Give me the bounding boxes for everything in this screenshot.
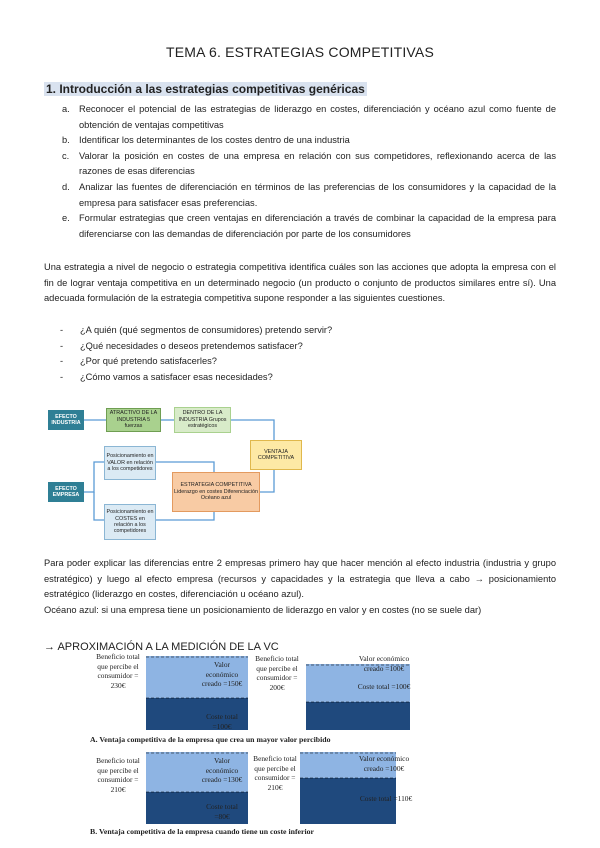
section-heading-intro: 1. Introducción a las estrategias competitivas genéricas bbox=[46, 82, 365, 96]
list-dash: - bbox=[60, 325, 64, 335]
list-item bbox=[44, 354, 556, 370]
fig-b-valor-right: Valor económico creado =100€ bbox=[358, 754, 410, 773]
paragraph-efectos: Para poder explicar las diferencias entre 2 empresas primero hay que hacer mención al efecto industria (industria y grupo estratégico) y luego al efecto empresa (recursos y capacidades y la estrategia que lleva a cabo → posicionamiento estratégico (liderazgo en costes, diferenciación u océano azul). bbox=[44, 558, 556, 600]
list-letter: c. bbox=[62, 150, 70, 161]
list-text: ¿A quién (qué segmentos de consumidores) pretendo servir? bbox=[80, 325, 333, 335]
list-letter: a. bbox=[62, 104, 70, 114]
fig-a-left-label: Beneficio total que percibe el consumidor = 230€ bbox=[96, 652, 140, 690]
list-dash: - bbox=[60, 371, 64, 382]
box-posicionamiento-valor: Posicionamiento en VALOR en relación a los competidores bbox=[104, 446, 156, 480]
fig-b-valor-left: Valor económico creado =130€ bbox=[201, 756, 243, 785]
fig-a-coste-left: Coste total =100€ bbox=[206, 712, 238, 731]
list-text: ¿Cómo vamos a satisfacer esas necesidades? bbox=[80, 371, 273, 382]
list-item bbox=[44, 339, 556, 355]
questions-list bbox=[44, 323, 556, 385]
list-dash: - bbox=[60, 356, 64, 367]
list-item bbox=[44, 370, 556, 386]
box-atractivo-industria: ATRACTIVO DE LA INDUSTRIA 5 fuerzas bbox=[106, 408, 161, 432]
page-title: TEMA 6. ESTRATEGIAS COMPETITIVAS bbox=[165, 44, 435, 60]
fig-a-mid-label: Beneficio total que percibe el consumidor = 200€ bbox=[255, 654, 299, 692]
list-text: Identificar los determinantes de los costes dentro de una industria bbox=[79, 135, 350, 146]
list-item bbox=[44, 102, 556, 133]
list-text: Analizar las fuentes de diferenciación en términos de las preferencias de los consumidores y la capacidad de la empresa para satisfacer esas preferencias. bbox=[79, 181, 556, 208]
list-letter: b. bbox=[62, 135, 70, 146]
list-text: Valorar la posición en costes de una empresa en relación con sus competidores, reflexionando acerca de las razones de esas diferencias bbox=[79, 150, 556, 177]
fig-b-coste-right: Coste total =110€ bbox=[359, 794, 413, 803]
fig-a-coste-right: Coste total =100€ bbox=[357, 682, 411, 691]
list-item bbox=[44, 323, 556, 339]
list-item bbox=[44, 133, 556, 149]
list-text: Formular estrategias que creen ventajas en diferenciación a través de combinar la capacidad de la empresa para diferenciarse con las demandas de diferenciación por parte de los consumidores bbox=[79, 213, 556, 239]
list-text: ¿Por qué pretendo satisfacerles? bbox=[80, 356, 217, 367]
list-text: ¿Qué necesidades o deseos pretendemos satisfacer? bbox=[80, 340, 303, 351]
list-item bbox=[44, 211, 556, 242]
fig-b-caption: B. Ventaja competitiva de la empresa cuando tiene un coste inferior bbox=[90, 827, 314, 836]
fig-b-mid-label: Beneficio total que percibe el consumidor = 210€ bbox=[253, 754, 297, 792]
box-dentro-industria: DENTRO DE LA INDUSTRIA Grupos estratégicos bbox=[174, 407, 231, 433]
list-letter: d. bbox=[62, 181, 70, 192]
fig-b-left-label: Beneficio total que percibe el consumidor = 210€ bbox=[96, 756, 140, 794]
fig-a-valor-left: Valor económico creado =150€ bbox=[201, 660, 243, 689]
box-ventaja-competitiva: VENTAJA COMPETITIVA bbox=[250, 440, 302, 470]
list-item bbox=[44, 180, 556, 211]
bar-a-right-coste bbox=[306, 702, 410, 730]
list-text: Reconocer el potencial de las estrategias de liderazgo en costes, diferenciación y océano azul como fuente de obtención de ventajas competitivas bbox=[79, 104, 556, 130]
fig-a-caption: A. Ventaja competitiva de la empresa que crea un mayor valor percibido bbox=[90, 735, 331, 744]
box-efecto-industria: EFECTO INDUSTRIA bbox=[48, 410, 84, 430]
paragraph-oceano-azul: Océano azul: si una empresa tiene un posicionamiento de liderazgo en valor y en costes (no se suele dar) bbox=[44, 605, 482, 615]
paragraph-intro: Una estrategia a nivel de negocio o estrategia competitiva identifica cuáles son las acciones que adopta la empresa con el fin de lograr ventaja competitiva en un determinado negocio (un producto o conjunto de productos similares entre sí). Una adecuada formulación de la estrategia competitiva supone responder a las siguientes cuestiones. bbox=[44, 262, 556, 304]
list-dash: - bbox=[60, 340, 64, 351]
section-heading-medicion: → APROXIMACIÓN A LA MEDICIÓN DE LA VC bbox=[44, 641, 279, 653]
list-letter: e. bbox=[62, 213, 70, 224]
box-posicionamiento-costes: Posicionamiento en COSTES en relación a los competidores bbox=[104, 504, 156, 540]
box-estrategia-competitiva: ESTRATEGIA COMPETITIVA Liderazgo en costes Diferenciación Océano azul bbox=[172, 472, 260, 512]
figure-b bbox=[92, 752, 422, 842]
figure-a bbox=[90, 652, 422, 748]
fig-a-valor-right: Valor económico creado =100€ bbox=[358, 654, 410, 673]
fig-b-coste-left: Coste total =80€ bbox=[206, 802, 238, 821]
box-efecto-empresa: EFECTO EMPRESA bbox=[48, 482, 84, 502]
competitive-advantage-diagram bbox=[44, 400, 304, 550]
objectives-list bbox=[44, 102, 556, 242]
list-item bbox=[44, 149, 556, 180]
